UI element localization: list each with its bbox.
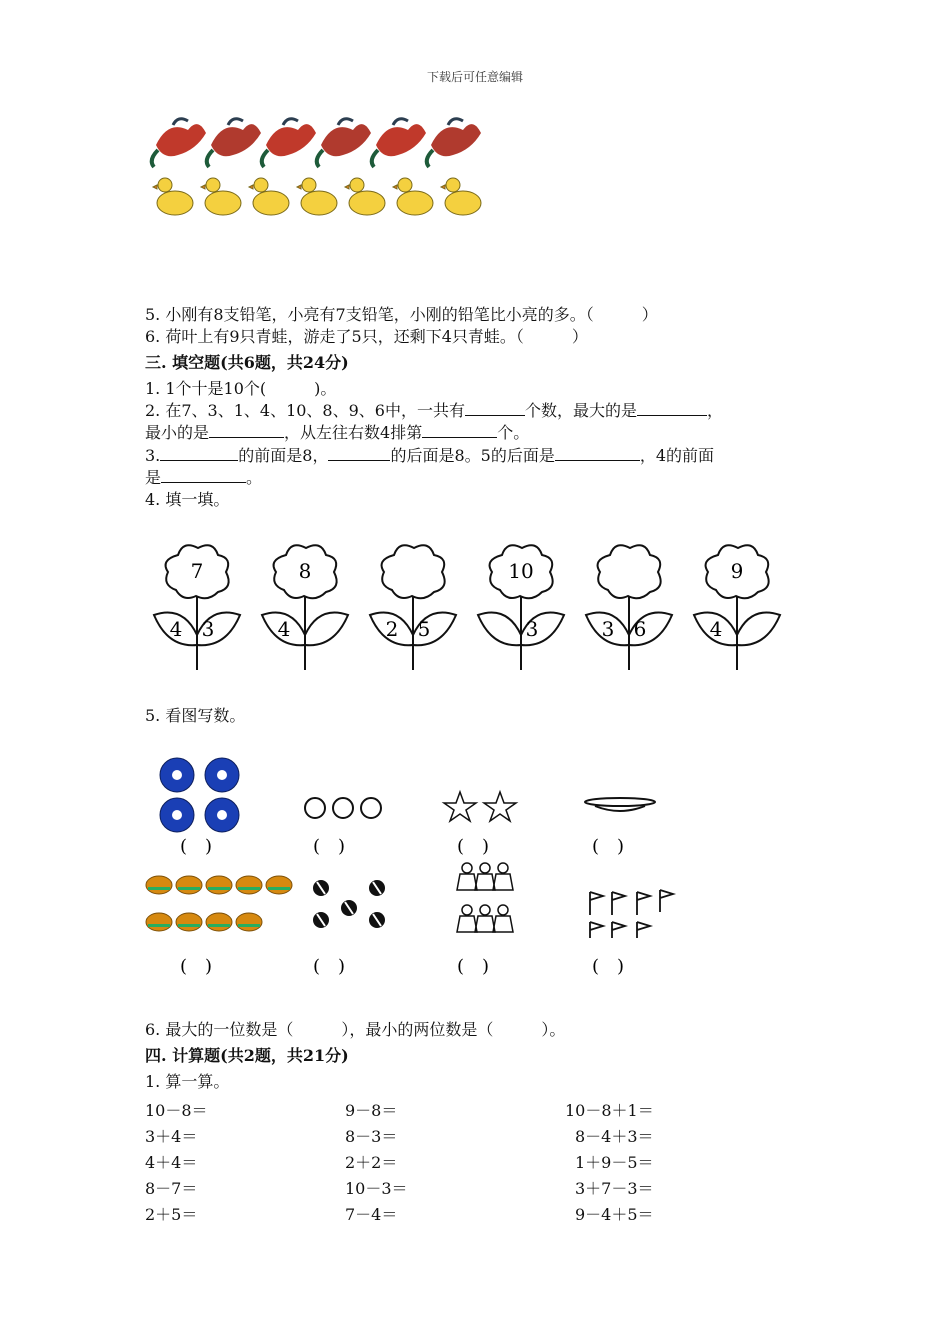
fill-question-5: 5. 看图写数。 [145, 706, 246, 725]
answer-paren[interactable]: ( ) [457, 836, 490, 857]
calc-question-1: 1. 算一算。 [145, 1072, 230, 1091]
flower-left-number: 3 [601, 617, 615, 641]
calc-item[interactable]: 2＋5＝ [145, 1205, 198, 1224]
calc-item[interactable]: 9－4＋5＝ [575, 1205, 654, 1224]
calc-item[interactable]: 3＋7－3＝ [575, 1179, 654, 1198]
flowers-row [148, 540, 788, 675]
calc-item[interactable]: 3＋4＝ [145, 1127, 198, 1146]
flower-left-number: 2 [385, 617, 399, 641]
flower-right-number: 3 [201, 617, 215, 641]
calc-item[interactable]: 8－4＋3＝ [575, 1127, 654, 1146]
flower-left-number: 4 [277, 617, 291, 641]
flower-left-number: 4 [709, 617, 723, 641]
flower-top-number: 7 [190, 559, 204, 583]
flower [688, 540, 783, 675]
blank[interactable] [160, 446, 238, 461]
duck-row [153, 178, 481, 215]
answer-paren[interactable]: ( ) [592, 836, 625, 857]
blank[interactable] [422, 423, 497, 438]
flower [472, 540, 567, 675]
fill-question-2-line1: 2. 在7、3、1、4、10、8、9、6中，一共有 个数，最大的是 ， [145, 401, 724, 420]
calc-item[interactable]: 10－8＝ [145, 1101, 208, 1120]
calc-item[interactable]: 9－8＝ [345, 1101, 398, 1120]
section4-title: 四. 计算题(共2题，共21分) [145, 1046, 349, 1065]
calc-item[interactable]: 4＋4＝ [145, 1153, 198, 1172]
blank[interactable] [328, 446, 390, 461]
calc-item[interactable]: 8－7＝ [145, 1179, 198, 1198]
fill-question-1: 1. 1个十是10个( )。 [145, 379, 337, 398]
calc-item[interactable]: 2＋2＝ [345, 1153, 398, 1172]
calc-item[interactable]: 10－8＋1＝ [565, 1101, 654, 1120]
answer-paren[interactable]: ( ) [592, 956, 625, 977]
judge-question-6: 6. 荷叶上有9只青蛙，游走了5只，还剩下4只青蛙。（ ） [145, 327, 588, 346]
answer-paren[interactable]: ( ) [313, 956, 346, 977]
calc-item[interactable]: 7－4＝ [345, 1205, 398, 1224]
figures-group [457, 863, 513, 932]
answer-paren[interactable]: ( ) [457, 956, 490, 977]
stars-group [444, 792, 516, 821]
fill-question-4: 4. 填一填。 [145, 490, 230, 509]
fill-question-2-line2: 最小的是 ，从左往右数4排第 个。 [145, 423, 530, 442]
blank[interactable] [465, 401, 525, 416]
flower [580, 540, 675, 675]
calc-item[interactable]: 10－3＝ [345, 1179, 408, 1198]
flower-right-number: 5 [417, 617, 431, 641]
flower [148, 540, 243, 675]
calc-item[interactable]: 1＋9－5＝ [575, 1153, 654, 1172]
flower [364, 540, 459, 675]
section3-title: 三. 填空题(共6题，共24分) [145, 353, 349, 372]
fill-question-3-line2: 是 。 [145, 468, 263, 487]
answer-paren[interactable]: ( ) [180, 836, 213, 857]
fill-question-6: 6. 最大的一位数是（ ），最小的两位数是（ ）。 [145, 1020, 566, 1039]
roosters-ducks-illustration [148, 115, 483, 230]
flower [256, 540, 351, 675]
soccer-balls-group [160, 758, 239, 832]
count-pictures [145, 750, 705, 990]
flower-right-number: 6 [633, 617, 647, 641]
fill-question-3-line1: 3. 的前面是8， 的后面是8。5的后面是 ，4的前面 [145, 446, 715, 465]
flags-group [590, 890, 673, 938]
circles-group [305, 798, 381, 818]
flower-right-number: 3 [525, 617, 539, 641]
judge-question-5: 5. 小刚有8支铅笔，小亮有7支铅笔，小刚的铅笔比小亮的多。（ ） [145, 305, 658, 324]
blank[interactable] [161, 468, 246, 483]
blank[interactable] [209, 423, 284, 438]
answer-paren[interactable]: ( ) [180, 956, 213, 977]
flower-top-number: 10 [508, 559, 534, 583]
answer-paren[interactable]: ( ) [313, 836, 346, 857]
calc-item[interactable]: 8－3＝ [345, 1127, 398, 1146]
flower-left-number: 4 [169, 617, 183, 641]
rooster-row [152, 119, 481, 167]
hamburgers-group [146, 876, 292, 931]
page-header: 下载后可任意编辑 [426, 70, 523, 84]
blank[interactable] [637, 401, 707, 416]
flower-top-number: 8 [298, 559, 312, 583]
flower-top-number: 9 [730, 559, 744, 583]
blank[interactable] [555, 446, 640, 461]
striped-balls-group [313, 880, 385, 928]
plate-group [585, 798, 655, 811]
